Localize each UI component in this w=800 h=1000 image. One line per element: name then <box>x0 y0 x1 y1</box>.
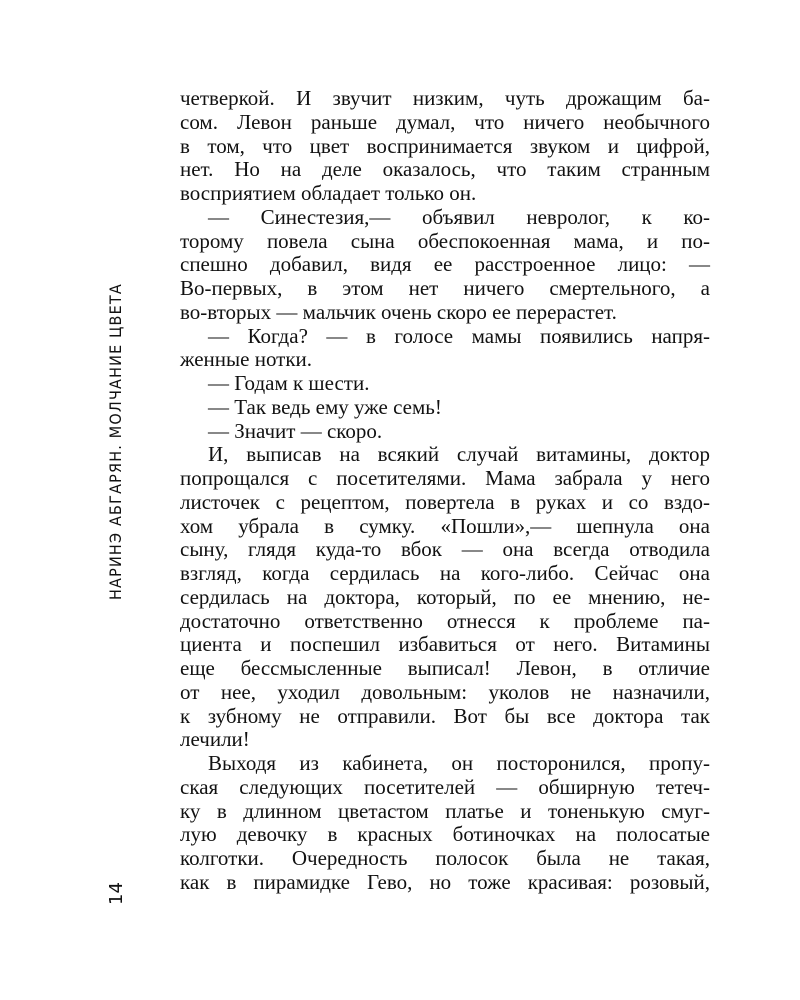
text-line: хом убрала в сумку. «Пошли»,— шепнула она <box>180 513 710 538</box>
running-head <box>106 283 125 600</box>
text-line: циента и поспешил избавиться от него. Витамины <box>180 632 710 657</box>
text-line: — Так ведь ему уже семь! <box>208 394 442 419</box>
running-head-title: МОЛЧАНИЕ ЦВЕТА <box>106 283 125 439</box>
text-line: И, выписав на всякий случай витамины, доктор <box>208 442 710 467</box>
text-line: сыну, глядя куда-то вбок — она всегда отводила <box>180 537 710 562</box>
text-line: четверкой. И звучит низким, чуть дрожащим ба- <box>180 86 710 110</box>
text-line: лечили! <box>180 727 250 752</box>
text-line: восприятием обладает только он. <box>180 181 477 205</box>
text-line: женные нотки. <box>180 347 313 372</box>
text-line: еще бессмысленные выписал! Левон, в отличие <box>180 656 710 680</box>
text-line: достаточно ответственно отнесся к проблеме па- <box>180 608 710 633</box>
text-line: — Значит — скоро. <box>208 418 383 443</box>
text-line: сом. Левон раньше думал, что ничего необычного <box>180 109 710 134</box>
text-line: торому повела сына обеспокоенная мама, и по- <box>180 228 710 253</box>
text-line: — Годам к шести. <box>208 371 370 395</box>
text-line: листочек с рецептом, повертела в руках и со вздо- <box>180 489 710 514</box>
text-line: нет. Но на деле оказалось, что таким странным <box>180 157 710 182</box>
text-line: во-вторых — мальчик очень скоро ее перерастет. <box>180 299 617 324</box>
text-line: взгляд, когда сердилась на кого-либо. Сейчас она <box>180 561 710 585</box>
text-line: Выходя из кабинета, он посторонился, пропу- <box>208 751 710 775</box>
text-line: Во-первых, в этом нет ничего смертельного, а <box>180 276 710 300</box>
text-line: ская следующих посетителей — обширную тетеч- <box>180 774 710 799</box>
text-line: к зубному не отправили. Вот бы все доктора так <box>180 703 710 728</box>
text-line: от нее, уходил довольным: уколов не назначили, <box>180 679 710 704</box>
running-head-author: НАРИНЭ АБГАРЯН. <box>106 444 125 600</box>
text-line: в том, что цвет воспринимается звуком и цифрой, <box>180 133 710 158</box>
text-line: — Синестезия,— объявил невролог, к ко- <box>208 204 710 229</box>
text-line: спешно добавил, видя ее расстроенное лицо: — <box>180 252 710 277</box>
page-number: 14 <box>106 882 127 905</box>
text-line: лую девочку в красных ботиночках на полосатые <box>180 822 710 847</box>
text-line: ку в длинном цветастом платье и тоненькую смуг- <box>180 798 710 823</box>
text-line: попрощался с посетителями. Мама забрала у него <box>180 466 710 490</box>
text-line: колготки. Очередность полосок была не такая, <box>180 846 710 870</box>
body-text <box>180 87 710 895</box>
text-line: — Когда? — в голосе мамы появились напря- <box>208 323 710 348</box>
text-line: сердилась на доктора, который, по ее мнению, не- <box>180 584 710 609</box>
text-line: как в пирамидке Гево, но тоже красивая: розовый, <box>180 869 710 894</box>
